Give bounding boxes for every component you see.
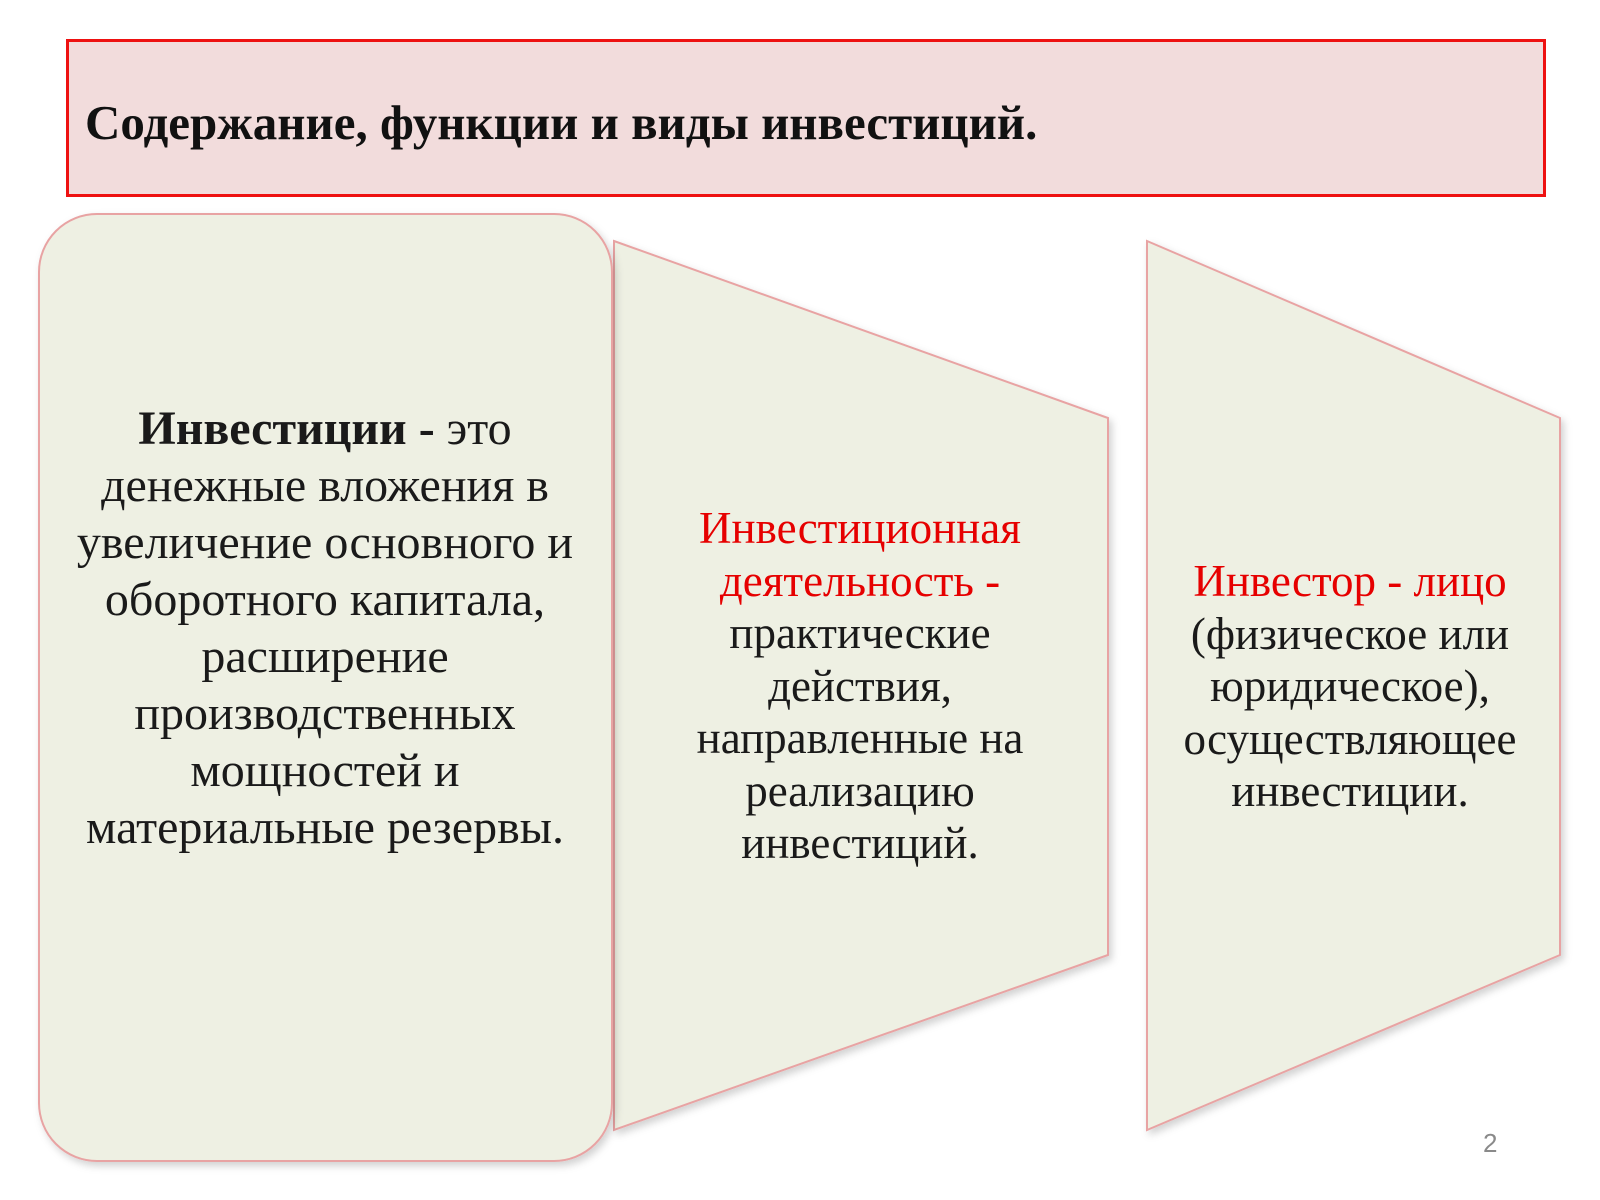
investment-activity-description: практические действия, направленные на реализацию инвестиций. <box>696 608 1024 868</box>
investment-activity-definition <box>640 502 1080 870</box>
investments-definition <box>55 400 595 856</box>
page-number: 2 <box>1483 1128 1498 1158</box>
investments-term: Инвестиции - <box>138 402 435 455</box>
investor-term: Инвестор - лицо <box>1193 556 1507 606</box>
investments-description: это денежные вложения в увеличение основного и оборотного капитала, расширение производственных мощностей и материальные резервы. <box>76 402 574 854</box>
slide-title: Содержание, функции и виды инвестиций. <box>85 95 1038 150</box>
investor-description: (физическое или юридическое), осуществляющее инвестиции. <box>1183 608 1517 816</box>
investor-definition <box>1145 555 1555 818</box>
investment-activity-term: Инвестиционная деятельность - <box>699 503 1021 606</box>
